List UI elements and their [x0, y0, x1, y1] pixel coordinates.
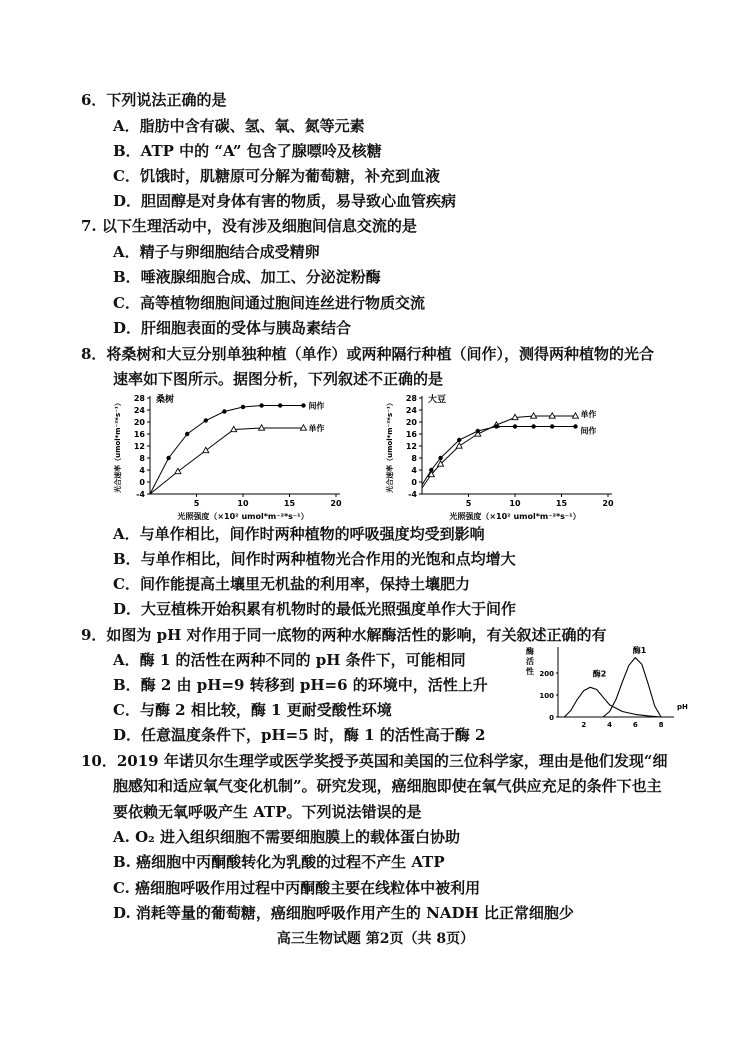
soybean-series-1-point	[531, 424, 535, 428]
q6-option-d: D．胆固醇是对身体有害的物质，易导致心血管疾病	[113, 192, 457, 210]
mulberry-series-0-line	[150, 406, 303, 495]
mulberry-y-tick-label: 8	[139, 454, 145, 463]
mulberry-series-1-point	[203, 447, 209, 452]
mulberry-x-tick-label: 15	[283, 499, 296, 508]
enzyme-y-tick-label: 200	[539, 670, 554, 678]
q8-stem-line1: 8．将桑树和大豆分别单独种植（单作）或两种隔行种植（间作），测得两种植物的光合	[81, 345, 654, 363]
enzyme-x-tick-label: 6	[632, 721, 638, 729]
mulberry-series-0-point	[166, 456, 170, 460]
soybean-series-1-point	[457, 438, 461, 442]
q7-option-a: A．精子与卵细胞结合成受精卵	[113, 243, 320, 261]
q8-option-c: C．间作能提高土壤里无机盐的利用率，保持土壤肥力	[113, 575, 470, 593]
mulberry-y-tick-label: 28	[133, 394, 145, 403]
soybean-series-1-point	[513, 424, 517, 428]
soybean-legend-label: 间作	[580, 426, 597, 436]
enzyme-y-label-part1: 酶	[526, 647, 534, 656]
enzyme-y-label-part2: 活	[526, 657, 534, 666]
enzyme-x-tick-label: 4	[607, 721, 612, 729]
mulberry-y-label: 光合速率（umol*m⁻²*s⁻¹）	[114, 399, 122, 493]
soybean-series-0-point	[456, 443, 462, 448]
mulberry-x-tick-label: 5	[193, 499, 200, 508]
chart-enzyme-ph	[524, 643, 690, 729]
enzyme-x-tick-label: 2	[581, 721, 587, 729]
mulberry-y-tick-label: 16	[133, 430, 145, 439]
q10-option-d: D. 消耗等量的葡萄糖，癌细胞呼吸作用产生的 NADH 比正常细胞少	[113, 904, 574, 922]
soybean-x-label: 光照强度（×10² umol*m⁻²*s⁻¹）	[449, 512, 581, 520]
soybean-series-1-point	[573, 424, 577, 428]
mulberry-series-0-point	[222, 409, 226, 413]
enzyme-y-tick-label: 100	[539, 692, 554, 700]
mulberry-y-tick-label: 4	[139, 466, 145, 475]
enzyme-x-label: pH	[677, 703, 688, 711]
soybean-series-1-point	[438, 456, 442, 460]
mulberry-series-0-point	[278, 403, 282, 407]
mulberry-legend-label: 间作	[308, 401, 325, 411]
chart-soybean-photosynthesis	[380, 390, 630, 520]
mulberry-y-tick-label: 12	[133, 442, 145, 451]
enzyme-y-tick-label: 0	[549, 714, 554, 722]
enzyme-x-tick-label: 8	[658, 721, 664, 729]
q8-option-d: D．大豆植株开始积累有机物时的最低光照强度单作大于间作	[113, 600, 517, 618]
mulberry-y-tick-label: 0	[139, 478, 145, 487]
soybean-y-tick-label: 24	[405, 406, 417, 415]
soybean-series-1-point	[476, 429, 480, 433]
soybean-x-tick-label: 10	[509, 499, 521, 508]
soybean-title: 大豆	[428, 395, 447, 405]
q10-stem-line3: 要依赖无氧呼吸产生 ATP。下列说法错误的是	[113, 803, 422, 821]
mulberry-title: 桑树	[156, 395, 175, 405]
enzyme-series-0-label: 酶1	[632, 646, 647, 656]
chart-mulberry-photosynthesis	[108, 390, 358, 520]
soybean-x-tick-label: 20	[602, 499, 614, 508]
mulberry-series-0-point	[259, 403, 263, 407]
mulberry-series-0-point	[185, 432, 189, 436]
mulberry-x-tick-label: 10	[237, 499, 249, 508]
soybean-y-tick-label: 28	[405, 394, 417, 403]
mulberry-y-tick-label: 20	[133, 418, 145, 427]
q6-stem: 6．下列说法正确的是	[81, 91, 227, 109]
q7-stem: 7. 以下生理活动中，没有涉及细胞间信息交流的是	[81, 217, 417, 235]
soybean-x-tick-label: 15	[555, 499, 568, 508]
q8-stem-line2: 速率如下图所示。据图分析，下列叙述不正确的是	[113, 370, 444, 388]
q9-option-b: B．酶 2 由 pH=9 转移到 pH=6 的环境中，活性上升	[113, 676, 488, 694]
enzyme-y-label-part3: 性	[526, 667, 534, 676]
q9-option-c: C．与酶 2 相比较，酶 1 更耐受酸性环境	[113, 701, 392, 719]
q6-option-a: A．脂肪中含有碳、氢、氧、氮等元素	[113, 117, 365, 135]
soybean-x-tick-label: 5	[465, 499, 472, 508]
mulberry-series-1-point	[175, 468, 181, 473]
mulberry-legend-label: 单作	[308, 424, 325, 433]
page-footer: 高三生物试题 第2页（共 8页）	[276, 931, 475, 947]
mulberry-y-tick-label: 24	[133, 406, 145, 415]
soybean-legend-label: 单作	[580, 410, 597, 419]
q10-stem-line1: 10．2019 年诺贝尔生理学或医学奖授予英国和美国的三位科学家，理由是他们发现“细	[81, 752, 668, 770]
q9-option-a: A．酶 1 的活性在两种不同的 pH 条件下，可能相同	[113, 651, 466, 669]
mulberry-x-tick-label: 20	[330, 499, 342, 508]
enzyme-series-1-label: 酶2	[592, 669, 607, 679]
q8-option-a: A．与单作相比，间作时两种植物的呼吸强度均受到影响	[113, 525, 485, 543]
soybean-series-1-point	[429, 468, 433, 472]
mulberry-series-0-point	[204, 418, 208, 422]
q10-stem-line2: 胞感知和适应氧气变化机制”。研究发现，癌细胞即使在氧气供应充足的条件下也主	[113, 777, 662, 795]
soybean-y-tick-label: -4	[408, 490, 417, 499]
q8-option-b: B．与单作相比，间作时两种植物光合作用的光饱和点均增大	[113, 550, 516, 568]
soybean-y-tick-label: 4	[411, 466, 417, 475]
soybean-y-tick-label: 8	[411, 454, 417, 463]
mulberry-y-tick-label: -4	[136, 490, 145, 499]
q6-option-c: C．饥饿时，肌糖原可分解为葡萄糖，补充到血液	[113, 167, 440, 185]
q10-option-a: A. O₂ 进入组织细胞不需要细胞膜上的载体蛋白协助	[113, 828, 460, 846]
q7-option-c: C．高等植物细胞间通过胞间连丝进行物质交流	[113, 294, 425, 312]
soybean-y-label: 光合速率（umol*m⁻²*s⁻¹）	[386, 399, 394, 493]
soybean-y-tick-label: 0	[411, 478, 417, 487]
q10-option-c: C. 癌细胞呼吸作用过程中丙酮酸主要在线粒体中被利用	[113, 879, 481, 897]
soybean-series-1-point	[494, 424, 498, 428]
mulberry-series-0-point	[241, 405, 245, 409]
soybean-series-1-point	[550, 424, 554, 428]
q9-stem: 9．如图为 pH 对作用于同一底物的两种水解酶活性的影响，有关叙述正确的有	[81, 626, 607, 644]
q7-option-b: B．唾液腺细胞合成、加工、分泌淀粉酶	[113, 268, 381, 286]
soybean-series-1-line	[422, 427, 575, 486]
soybean-y-tick-label: 16	[405, 430, 417, 439]
q6-option-b: B．ATP 中的 “A” 包含了腺嘌呤及核糖	[113, 142, 382, 160]
enzyme-series-0-line	[603, 658, 661, 717]
soybean-y-tick-label: 12	[405, 442, 417, 451]
enzyme-series-1-line	[564, 687, 661, 717]
mulberry-series-1-line	[150, 428, 303, 494]
q10-option-b: B. 癌细胞中丙酮酸转化为乳酸的过程不产生 ATP	[113, 853, 445, 871]
mulberry-series-0-point	[301, 403, 305, 407]
soybean-y-tick-label: 20	[405, 418, 417, 427]
q7-option-d: D．肝细胞表面的受体与胰岛素结合	[113, 319, 352, 337]
q9-option-d: D．任意温度条件下，pH=5 时，酶 1 的活性高于酶 2	[113, 726, 486, 744]
mulberry-x-label: 光照强度（×10² umol*m⁻²*s⁻¹）	[177, 512, 309, 520]
